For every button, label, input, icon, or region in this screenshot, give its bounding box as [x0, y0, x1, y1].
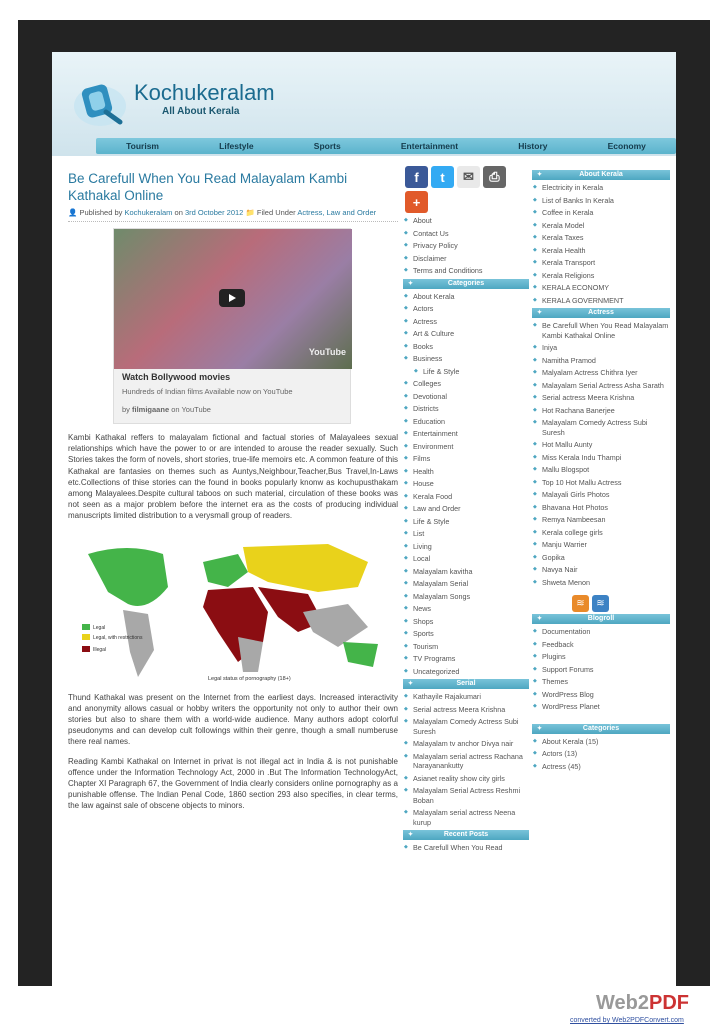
post-paragraph-2: Thund Kathakal was present on the Internet from the earliest days. Increased interactivity and anonymity allows casual or hobby writers the opportunity not only to author their own stories but also to share them with a world-wide audience. Many authors adopt colorful pseudonyms and can develop cult followings within their genre, though a small numberuse there real names. — [68, 692, 398, 747]
category-link[interactable]: ◆ List — [403, 529, 529, 539]
blogroll-link[interactable]: ◆ Plugins — [532, 652, 670, 662]
category-link[interactable]: ◆ Books — [403, 342, 529, 352]
world-map-image — [68, 532, 393, 684]
play-icon[interactable] — [219, 289, 245, 307]
about-kerala-list — [532, 183, 670, 305]
category-link[interactable]: ◆ Colleges — [403, 379, 529, 389]
serial-link[interactable]: ◆ Asianet reality show city girls — [403, 774, 529, 784]
nav-tourism[interactable]: Tourism — [126, 141, 159, 151]
actress-heading: ✦ Actress — [532, 308, 670, 318]
actress-link[interactable]: ◆ Be Carefull When You Read Malayalam Kambi Kathakal Online — [532, 321, 670, 340]
actress-link[interactable]: ◆ Malyalam Actress Chithra Iyer — [532, 368, 670, 378]
category-link[interactable]: ◆ Actress — [403, 317, 529, 327]
facebook-icon[interactable]: f — [405, 166, 428, 188]
meta-author-link[interactable]: Kochukeralam — [124, 208, 173, 217]
nav-lifestyle[interactable]: Lifestyle — [219, 141, 254, 151]
author-icon: 👤 — [68, 208, 78, 217]
blogroll-heading: ✦ Blogroll — [532, 614, 670, 624]
map-legend-illegal: Illegal — [93, 646, 107, 653]
blogroll-link[interactable]: ◆ Themes — [532, 677, 670, 687]
category-link[interactable]: ◆ Tourism — [403, 642, 529, 652]
blogroll-link[interactable]: ◆ Documentation — [532, 627, 670, 637]
meta-date: 3rd October 2012 — [184, 208, 244, 217]
actress-link[interactable]: ◆ Bhavana Hot Photos — [532, 503, 670, 513]
category-link[interactable]: ◆ News — [403, 604, 529, 614]
serial-link[interactable]: ◆ Malayalam Comedy Actress Subi Suresh — [403, 717, 529, 736]
recent-posts-heading: ✦ Recent Posts — [403, 830, 529, 840]
video-by-label: by — [122, 405, 130, 414]
category-link[interactable]: ◆ Life & Style — [403, 517, 529, 527]
category-link[interactable]: ◆ Health — [403, 467, 529, 477]
nav-history[interactable]: History — [518, 141, 548, 151]
plus-share-icon[interactable]: + — [405, 191, 428, 213]
serial-link[interactable]: ◆ Malayalam tv anchor Divya nair — [403, 739, 529, 749]
actress-link[interactable]: ◆ Navya Nair — [532, 565, 670, 575]
actress-list — [532, 321, 670, 587]
email-icon[interactable]: ✉ — [457, 166, 480, 188]
post-title[interactable]: Be Carefull When You Read Malayalam Kambi Kathakal Online — [68, 171, 348, 203]
category-link[interactable]: ◆ Living — [403, 542, 529, 552]
category-link[interactable]: ◆ Films — [403, 454, 529, 464]
actress-link[interactable]: ◆ Serial actress Meera Krishna — [532, 393, 670, 403]
nav-entertainment[interactable]: Entertainment — [400, 141, 459, 151]
actress-link[interactable]: ◆ Malayalam Serial Actress Asha Sarath — [532, 381, 670, 391]
site-tagline: All About Kerala — [162, 106, 240, 117]
logo-part-web2: Web2 — [596, 992, 649, 1014]
actress-link[interactable]: ◆ Hot Mallu Aunty — [532, 440, 670, 450]
logo-part-pdf: PDF — [648, 992, 689, 1014]
web2pdf-logo — [596, 992, 689, 1015]
actress-link[interactable]: ◆ Malayali Girls Photos — [532, 490, 670, 500]
actress-link[interactable]: ◆ Iniya — [532, 343, 670, 353]
category-link[interactable]: ◆ Sports — [403, 629, 529, 639]
actress-link[interactable]: ◆ Manju Warrier — [532, 540, 670, 550]
category-link[interactable]: ◆ Shops — [403, 617, 529, 627]
video-description: Hundreds of Indian films Available now on YouTube — [122, 387, 293, 396]
about-kerala-link[interactable]: ◆ KERALA GOVERNMENT — [532, 296, 670, 306]
about-kerala-heading: ✦ About Kerala — [532, 170, 670, 180]
category-link[interactable]: ◆ Law and Order — [403, 504, 529, 514]
actress-link[interactable]: ◆ Shweta Menon — [532, 578, 670, 588]
post-paragraph-1: Kambi Kathakal reffers to malayalam fictional and factual stories of Malayalees sexual relationships which have the power to or are intended to arouse the reader sexually. Such Stories takes the form of novels, short stories, true-life memoirs etc. A common feature of this Kathakal are fantasies on themes such as Auntys,Neighbour,Teacher,Bus Travel,In-Laws etc.Collections of thise stories can the found in books popularly knonw as kochupusthakam among Malayalees.Despite cultural taboos on such material, circulation of these books was not seen as a major problem before the internet era as the costs of producing individual manuscripts limited distribution to a verysmall group of readers. — [68, 433, 398, 521]
category-link[interactable]: ◆ Kerala Food — [403, 492, 529, 502]
page-link[interactable]: ◆ About — [403, 216, 529, 226]
category-link[interactable]: ◆ Business — [403, 354, 529, 364]
map-legend-legal: Legal — [93, 624, 106, 631]
category-count-link[interactable]: ◆ Actress (45) — [532, 762, 670, 772]
category-link[interactable]: ◆ Life & Style — [413, 367, 529, 377]
serial-link[interactable]: ◆ Malayalam serial actress Rachana Narayanankutty — [403, 752, 529, 771]
serial-heading: ✦ Serial — [403, 679, 529, 689]
serial-list — [403, 692, 529, 827]
nav-economy[interactable]: Economy — [607, 141, 646, 151]
post-meta — [68, 208, 398, 222]
categories-list — [403, 292, 529, 677]
actress-link[interactable]: ◆ Kerala college girls — [532, 528, 670, 538]
blogroll-link[interactable]: ◆ WordPress Planet — [532, 702, 670, 712]
blogroll-link[interactable]: ◆ Support Forums — [532, 665, 670, 675]
about-kerala-link[interactable]: ◆ Kerala Transport — [532, 258, 670, 268]
sidebar-middle — [403, 166, 529, 856]
actress-link[interactable]: ◆ Top 10 Hot Mallu Actress — [532, 478, 670, 488]
video-title[interactable]: Watch Bollywood movies — [122, 372, 231, 382]
post-paragraph-3: Reading Kambi Kathakal on Internet in privat is not illegal act in India & is not punishable offence under the Information Technology Act, 2000 in .But The Information TechnologyAct, Chapter XI Paragraph 67, the Government of India clearly considers online pornography as a punishable offense. The Indian Penal Code, 1860 section 293 also specifies, in clear terms, the law against sale of obscene objects to minors. — [68, 756, 398, 811]
actress-link[interactable]: ◆ Mallu Blogspot — [532, 465, 670, 475]
category-link[interactable]: ◆ About Kerala — [403, 292, 529, 302]
categories-count-list — [532, 737, 670, 772]
about-kerala-link[interactable]: ◆ Electricity in Kerala — [532, 183, 670, 193]
categories-heading: ✦ Categories — [403, 279, 529, 289]
rss-blue-icon[interactable]: ≋ — [592, 595, 609, 612]
actress-link[interactable]: ◆ Miss Kerala Indu Thampi — [532, 453, 670, 463]
category-link[interactable]: ◆ Art & Culture — [403, 329, 529, 339]
twitter-icon[interactable]: t — [431, 166, 454, 188]
share-more — [405, 191, 529, 213]
logo-icon[interactable] — [70, 76, 130, 128]
serial-link[interactable]: ◆ Malayalam serial actress Neena kurup — [403, 808, 529, 827]
share-buttons — [405, 166, 529, 188]
nav-sports[interactable]: Sports — [313, 141, 341, 151]
map-caption: Legal status of pornography (18+) — [208, 675, 291, 682]
youtube-brand: YouTube — [308, 347, 346, 357]
meta-on-label: on — [174, 208, 183, 217]
about-kerala-link[interactable]: ◆ Kerala Religions — [532, 271, 670, 281]
main-nav — [96, 138, 676, 154]
page-link[interactable]: ◆ Contact Us — [403, 229, 529, 239]
category-link[interactable]: ◆ Education — [403, 417, 529, 427]
pages-list — [403, 216, 529, 276]
category-link[interactable]: ◆ Malayalam Songs — [403, 592, 529, 602]
actress-link[interactable]: ◆ Gopika — [532, 553, 670, 563]
category-link[interactable]: ◆ Environment — [403, 442, 529, 452]
site-title[interactable]: Kochukeralam — [134, 80, 275, 105]
about-kerala-link[interactable]: ◆ KERALA ECONOMY — [532, 283, 670, 293]
category-count-link[interactable]: ◆ Actors (13) — [532, 749, 670, 759]
video-on-label: on YouTube — [171, 405, 211, 414]
feed-icons — [572, 595, 670, 612]
print-icon[interactable]: ⎙ — [483, 166, 506, 188]
category-link[interactable]: ◆ Uncategorized — [403, 667, 529, 677]
page-link[interactable]: ◆ Terms and Conditions — [403, 266, 529, 276]
serial-link[interactable]: ◆ Malayalam Serial Actress Reshmi Boban — [403, 786, 529, 805]
converted-by-link[interactable]: converted by Web2PDFConvert.com — [570, 1017, 684, 1024]
video-byline — [122, 405, 211, 414]
actress-link[interactable]: ◆ Remya Nambeesan — [532, 515, 670, 525]
web-page — [52, 52, 676, 986]
about-kerala-link[interactable]: ◆ Coffee in Kerala — [532, 208, 670, 218]
map-legend-restricted: Legal, with restrictions — [93, 634, 143, 641]
serial-link[interactable]: ◆ Serial actress Meera Krishna — [403, 705, 529, 715]
site-header — [52, 52, 676, 156]
meta-filed-label: Filed Under — [256, 208, 296, 217]
folder-icon: 📁 — [245, 208, 255, 217]
about-kerala-link[interactable]: ◆ Kerala Model — [532, 221, 670, 231]
category-count-link[interactable]: ◆ About Kerala (15) — [532, 737, 670, 747]
actress-link[interactable]: ◆ Malayalam Comedy Actress Subi Suresh — [532, 418, 670, 437]
category-link[interactable]: ◆ Malayalam Serial — [403, 579, 529, 589]
about-kerala-link[interactable]: ◆ Kerala Taxes — [532, 233, 670, 243]
recent-post-link[interactable]: ◆ Be Carefull When You Read — [403, 843, 529, 853]
category-link[interactable]: ◆ Devotional — [403, 392, 529, 402]
blogroll-link[interactable]: ◆ WordPress Blog — [532, 690, 670, 700]
page-link[interactable]: ◆ Privacy Policy — [403, 241, 529, 251]
meta-categories-link[interactable]: Actress, Law and Order — [297, 208, 377, 217]
actress-link[interactable]: ◆ Namitha Pramod — [532, 356, 670, 366]
about-kerala-link[interactable]: ◆ List of Banks In Kerala — [532, 196, 670, 206]
categories-count-heading: ✦ Categories — [532, 724, 670, 734]
post-content — [68, 170, 398, 812]
actress-link[interactable]: ◆ Hot Rachana Banerjee — [532, 406, 670, 416]
category-link[interactable]: ◆ Entertainment — [403, 429, 529, 439]
serial-link[interactable]: ◆ Kathayile Rajakumari — [403, 692, 529, 702]
world-map-graphic — [68, 532, 393, 684]
blogroll-list — [532, 627, 670, 712]
sidebar-right — [532, 168, 670, 774]
category-link[interactable]: ◆ Malayalam kavitha — [403, 567, 529, 577]
meta-published-label: Published by — [79, 208, 123, 217]
main-area — [52, 156, 676, 986]
video-embed[interactable] — [113, 228, 351, 424]
category-link[interactable]: ◆ Districts — [403, 404, 529, 414]
page-link[interactable]: ◆ Disclaimer — [403, 254, 529, 264]
blogroll-link[interactable]: ◆ Feedback — [532, 640, 670, 650]
category-link[interactable]: ◆ TV Programs — [403, 654, 529, 664]
category-link[interactable]: ◆ Local — [403, 554, 529, 564]
category-link[interactable]: ◆ House — [403, 479, 529, 489]
video-channel-link[interactable]: filmigaane — [132, 405, 170, 414]
about-kerala-link[interactable]: ◆ Kerala Health — [532, 246, 670, 256]
rss-icon[interactable]: ≋ — [572, 595, 589, 612]
category-link[interactable]: ◆ Actors — [403, 304, 529, 314]
